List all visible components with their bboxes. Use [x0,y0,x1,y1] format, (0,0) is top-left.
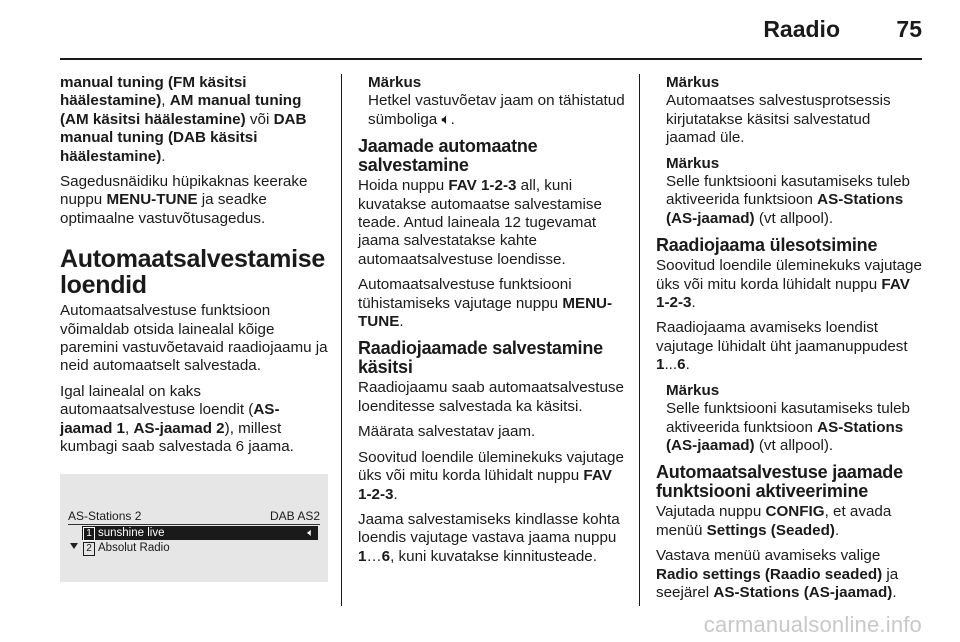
text: . [691,294,696,312]
heading-recall-station: Raadiojaama ülesotsimine [656,235,878,256]
page-header [0,0,960,60]
bold-term: MENU-TUNE [358,294,613,331]
speaker-icon: 🔈︎ [307,527,314,539]
note-text: Selle funktsiooni kasutamiseks tuleb aktiveerida funktsioon [666,173,910,209]
note-title: Märkus [666,74,720,91]
text: , [161,92,170,110]
heading-activate-function: Automaatsalvestuse jaamade funktsiooni aktiveerimine [656,462,903,502]
text: Automaatsalvestuse funktsiooni tühistamiseks vajutage nuppu [358,276,572,312]
text: ), millest kumbagi saab salvestada 6 jaama. [60,419,294,456]
text: Vajutada nuppu [656,503,766,521]
paragraph [358,511,626,566]
paragraph [60,383,328,457]
heading-manual-store: Raadiojaamade salvestamine käsitsi [358,338,603,378]
text: (vt allpool). [754,436,834,454]
note-text: Automaatses salvestusprotsessis kirjutatakse käsitsi salvestatud jaamad üle. [666,92,891,147]
column-2 [358,74,626,573]
bold-term: DAB manual tuning (DAB käsitsi häälestamine) [60,110,307,165]
note [368,74,626,129]
bold-term: AS-Stations (AS-jaamad) [666,191,904,227]
note-text: Selle funktsiooni kasutamiseks tuleb aktiveerida funktsioon [666,400,910,436]
text: Vastava menüü avamiseks valige [656,547,881,565]
text: . [892,583,897,601]
display-header [68,509,320,523]
bold-term: AS-Stations (AS-jaamad) [713,583,893,601]
text: , kuni kuvatakse kinnitusteade. [390,547,597,565]
column-divider-1 [341,74,342,606]
paragraph [656,503,922,540]
text: , [125,419,134,437]
note-title: Märkus [666,154,720,172]
text: . [393,485,398,503]
paragraph [60,173,328,228]
bold-term: AM manual tuning (AM käsitsi häälestamine) [60,92,302,128]
text: . [161,147,166,165]
bold-term: AS-Stations (AS-jaamad) [666,418,904,454]
speaker-icon: 🔈︎ [441,110,451,128]
preset-number: 2 [83,542,95,556]
preset-number: 1 [83,527,95,541]
text: Raadiojaama avamiseks loendist vajutage lühidalt üht jaamanuppudest [656,319,908,355]
paragraph: Määrata salvestatav jaam. [358,423,536,441]
text: ja seejärel [656,565,899,601]
column-3 [656,74,922,609]
bold-term: AS-jaamad 2 [133,419,225,437]
paragraph [358,177,626,269]
column-divider-2 [639,74,640,606]
note-title: Märkus [368,74,422,91]
bold-term: CONFIG [765,503,825,521]
text: . [685,356,690,374]
station-name: Absolut Radio [98,542,170,554]
text: Jaama salvestamiseks kindlasse kohta loendis vajutage vastava jaama nuppu [358,510,620,547]
station-row [82,541,318,555]
paragraph: Raadiojaamu saab automaatsalvestuse loenditesse salvestada ka käsitsi. [358,379,624,415]
display-rule [68,524,320,525]
bold-term: Settings (Seaded) [706,521,835,539]
text: või [245,110,274,128]
radio-display-illustration [60,474,328,582]
band-label: DAB AS2 [269,509,320,523]
text: Soovitud loendile üleminekuks vajutage üks või mitu korda lühidalt nuppu [656,257,922,293]
list-name: AS-Stations 2 [68,509,142,523]
text: Hoida nuppu [358,177,449,195]
note [666,74,922,148]
text: (vt allpool). [754,209,834,227]
bold-term: MENU-TUNE [106,191,198,209]
paragraph [656,319,922,374]
station-name: sunshine live [98,527,165,539]
note-text: Hetkel vastuvõetav jaam on tähistatud sümboliga [368,92,625,128]
text: Igal lainealal on kaks automaatsalvestuse loendit ( [60,382,254,419]
bold-term: 1 [358,547,367,565]
text: all, kuni kuvatakse automaatse salvestamise teade. Antud laineala 12 tugevamat jaama salvestatakse kahte automaatsalvestuse loendisse. [358,177,602,268]
station-row-selected [82,526,318,540]
note [666,382,922,456]
paragraph [60,74,328,166]
text: , et avada menüü [656,503,892,539]
bold-term: AS-jaamad 1 [60,401,280,437]
bold-term: Radio settings (Raadio seaded) [656,565,883,583]
bold-term: FAV 1-2-3 [358,467,612,503]
paragraph [656,547,922,602]
text: … [366,547,382,565]
bold-term: FAV 1-2-3 [448,177,517,195]
page-number: 75 [896,16,922,42]
watermark: carmanualsonline.info [703,612,922,637]
paragraph [656,257,922,312]
text: ja seadke optimaalne vastuvõtusagedus. [60,191,267,227]
paragraph [358,276,626,331]
bold-term: 1 [656,356,665,374]
bold-term: FAV 1-2-3 [656,275,910,312]
note [666,155,922,229]
heading-auto-store: Jaamade automaatne salvestamine [358,136,538,176]
section-title: Raadio [763,16,840,42]
arrow-down-icon [70,543,78,549]
text: ... [664,356,678,374]
bold-term: 6 [677,356,686,374]
text: . [450,110,455,128]
bold-term: 6 [381,547,391,565]
note-title: Märkus [666,381,720,399]
text: Sagedusnäidiku hüpikaknas keerake nuppu [60,173,308,209]
column-1 [60,74,328,464]
paragraph [358,449,626,504]
header-rule [60,58,922,60]
text: . [834,521,840,539]
heading-automatic-lists: Automaatsalvestamise loendid [60,245,325,300]
bold-term: manual tuning (FM käsitsi häälestamine) [60,74,247,110]
paragraph: Automaatsalvestuse funktsioon võimaldab otsida lainealal kõige paremini vastuvõetavaid raadiojaamu ja neid automaatselt salvestada. [60,302,328,375]
text: Soovitud loendile üleminekuks vajutage üks või mitu korda lühidalt nuppu [358,448,624,485]
text: . [399,313,404,331]
